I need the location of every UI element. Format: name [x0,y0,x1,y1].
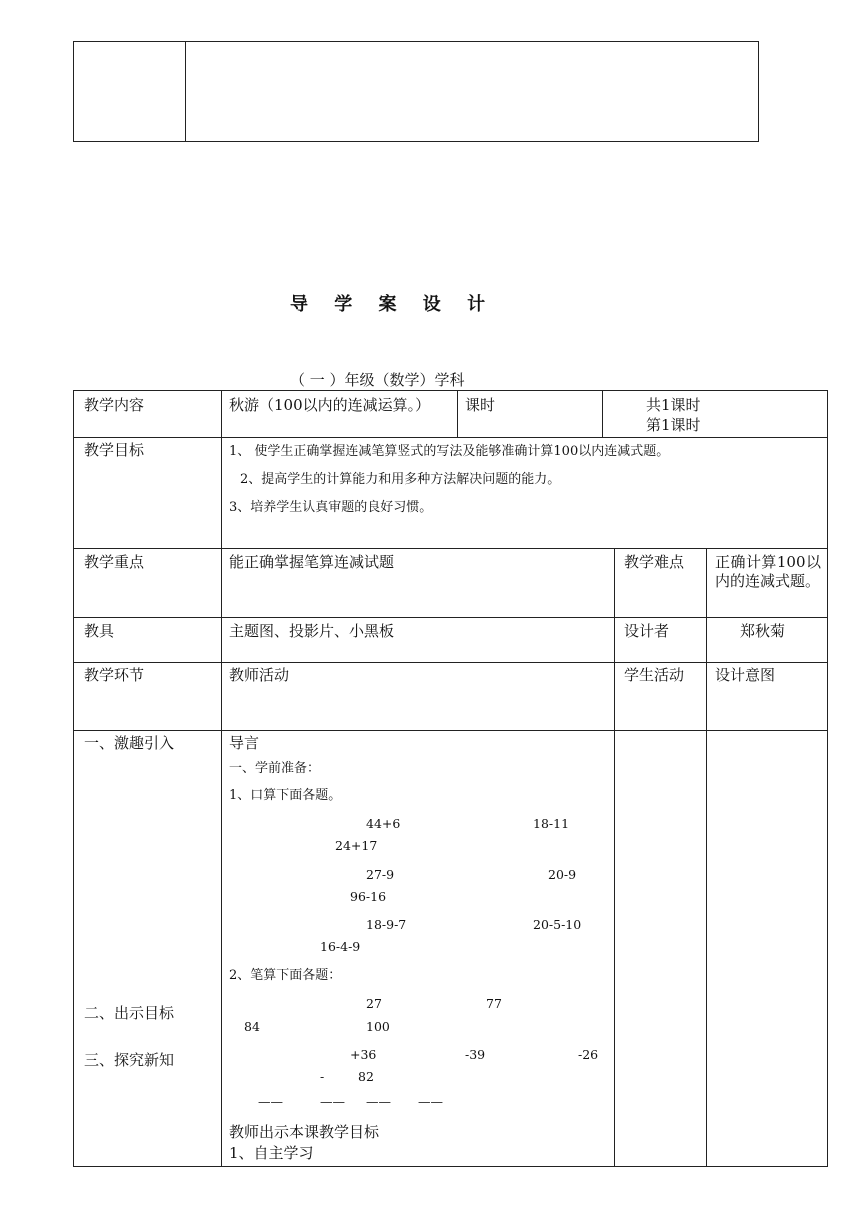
stage-item: 二、出示目标 [84,1004,175,1022]
oral-expr: 16-4-9 [320,939,361,954]
period-current: 第1课时 [646,416,701,434]
goal-item: 1、 使学生正确掌握连减笔算竖式的写法及能够准确计算100以内连减式题。 [229,444,670,459]
top-empty-table [73,41,759,142]
written-op: -39 [465,1047,486,1062]
oral-expr: 18-9-7 [366,917,407,932]
written-op: - [320,1069,325,1084]
stage-item: 三、探究新知 [84,1051,175,1069]
oral-expr: 24+17 [335,838,378,853]
goals-label: 教学目标 [84,441,145,459]
written-op: +36 [350,1047,377,1062]
oral-expr: 20-9 [548,867,577,882]
key-label: 教学重点 [84,553,145,571]
row-line [73,437,828,438]
header-stage: 教学环节 [84,666,145,684]
tools-label: 教具 [84,622,115,640]
content-value: 秋游（100以内的连减运算。） [229,396,431,414]
period-label: 课时 [465,396,496,414]
row-line [73,617,828,618]
show-goal-text: 教师出示本课教学目标 [229,1123,380,1141]
written-title: 2、笔算下面各题： [229,968,342,983]
col-line [457,390,458,437]
header-student: 学生活动 [624,666,685,684]
period-total: 共1课时 [646,396,701,414]
written-num: 100 [366,1019,390,1034]
key-value: 能正确掌握笔算连减试题 [229,553,395,571]
oral-expr: 27-9 [366,867,395,882]
answer-rule: —— [258,1094,283,1109]
designer-value: 郑秋菊 [740,622,786,640]
main-table [73,390,828,1167]
row-line [73,548,828,549]
col-line [614,548,615,1167]
answer-rule: —— [366,1094,391,1109]
grade-line: （ 一 ）年级（数学）学科 [290,371,465,389]
header-teacher: 教师活动 [229,666,290,684]
col-line [221,390,222,1167]
written-num: 77 [486,996,502,1011]
doc-title: 导 学 案 设 计 [290,294,496,315]
oral-expr: 96-16 [350,889,387,904]
tools-value: 主题图、投影片、小黑板 [229,622,395,640]
written-op: 82 [358,1069,374,1084]
col-line [706,548,707,1167]
self-study-text: 1、自主学习 [229,1144,314,1162]
row-line [73,662,828,663]
prep-text: 一、学前准备： [229,761,321,776]
oral-expr: 20-5-10 [533,917,582,932]
written-num: 27 [366,996,382,1011]
oral-expr: 44+6 [366,816,401,831]
difficulty-value: 正确计算100以内的连减式题。 [715,553,821,590]
goal-item: 2、提高学生的计算能力和用多种方法解决问题的能力。 [240,472,561,487]
header-intent: 设计意图 [715,666,776,684]
content-label: 教学内容 [84,396,145,414]
designer-label: 设计者 [624,622,670,640]
row-line [73,730,828,731]
top-table-divider [185,41,186,142]
oral-title: 1、口算下面各题。 [229,788,342,803]
answer-rule: —— [320,1094,345,1109]
col-line [602,390,603,437]
goal-item: 3、培养学生认真审题的良好习惯。 [229,500,433,515]
difficulty-label: 教学难点 [624,553,685,571]
intro-text: 导言 [229,734,260,752]
written-op: -26 [578,1047,599,1062]
oral-expr: 18-11 [533,816,570,831]
stage-item: 一、激趣引入 [84,734,175,752]
written-num: 84 [244,1019,260,1034]
answer-rule: —— [418,1094,443,1109]
